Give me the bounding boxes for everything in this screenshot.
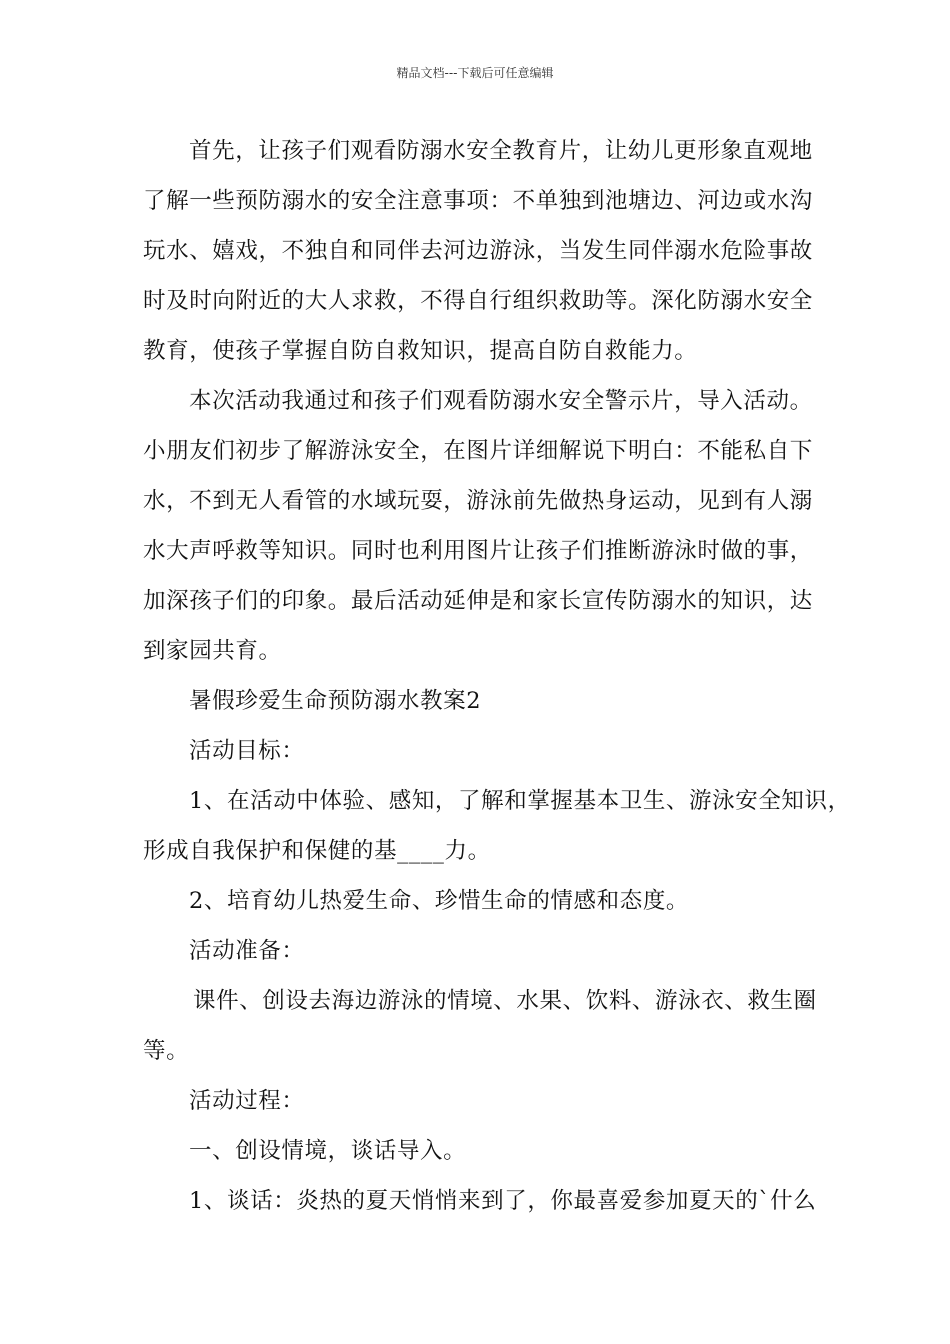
text-line: 到家园共育。 <box>143 638 282 664</box>
text-line: 1、谈话：炎热的夏天悄悄来到了，你最喜爱参加夏天的`什么 <box>189 1188 817 1214</box>
section-heading: 活动目标： <box>189 738 305 764</box>
text-line: 本次活动我通过和孩子们观看防溺水安全警示片，导入活动。 <box>189 388 813 414</box>
text-line: 首先，让孩子们观看防溺水安全教育片，让幼儿更形象直观地 <box>189 138 813 164</box>
text-line: 加深孩子们的印象。最后活动延伸是和家长宣传防溺水的知识，达 <box>143 588 813 614</box>
text-line: 形成自我保护和保健的基____力。 <box>143 838 491 864</box>
text-line: 一、创设情境，谈话导入。 <box>189 1138 467 1164</box>
section-title: 暑假珍爱生命预防溺水教案2 <box>189 688 482 714</box>
text-line: 1、在活动中体验、感知，了解和掌握基本卫生、游泳安全知识， <box>189 788 851 814</box>
text-line: 玩水、嬉戏，不独自和同伴去河边游泳，当发生同伴溺水危险事故 <box>143 238 813 264</box>
text-line: 时及时向附近的大人求救，不得自行组织救助等。深化防溺水安全 <box>143 288 813 314</box>
text-line: 水，不到无人看管的水域玩耍，游泳前先做热身运动，见到有人溺 <box>143 488 813 514</box>
text-line: 教育，使孩子掌握自防自救知识，提高自防自救能力。 <box>143 338 698 364</box>
text-line: 水大声呼救等知识。同时也利用图片让孩子们推断游泳时做的事， <box>143 538 813 564</box>
text-line: 课件、创设去海边游泳的情境、水果、饮料、游泳衣、救生圈 <box>193 988 817 1014</box>
text-line: 等。 <box>143 1038 190 1064</box>
section-heading: 活动准备： <box>189 938 305 964</box>
page-header: 精品文档---下载后可任意编辑 <box>396 66 554 80</box>
text-line: 2、培育幼儿热爱生命、珍惜生命的情感和态度。 <box>189 888 690 914</box>
text-line: 了解一些预防溺水的安全注意事项：不单独到池塘边、河边或水沟 <box>143 188 813 214</box>
text-line: 小朋友们初步了解游泳安全，在图片详细解说下明白：不能私自下 <box>143 438 813 464</box>
section-heading: 活动过程： <box>189 1088 305 1114</box>
